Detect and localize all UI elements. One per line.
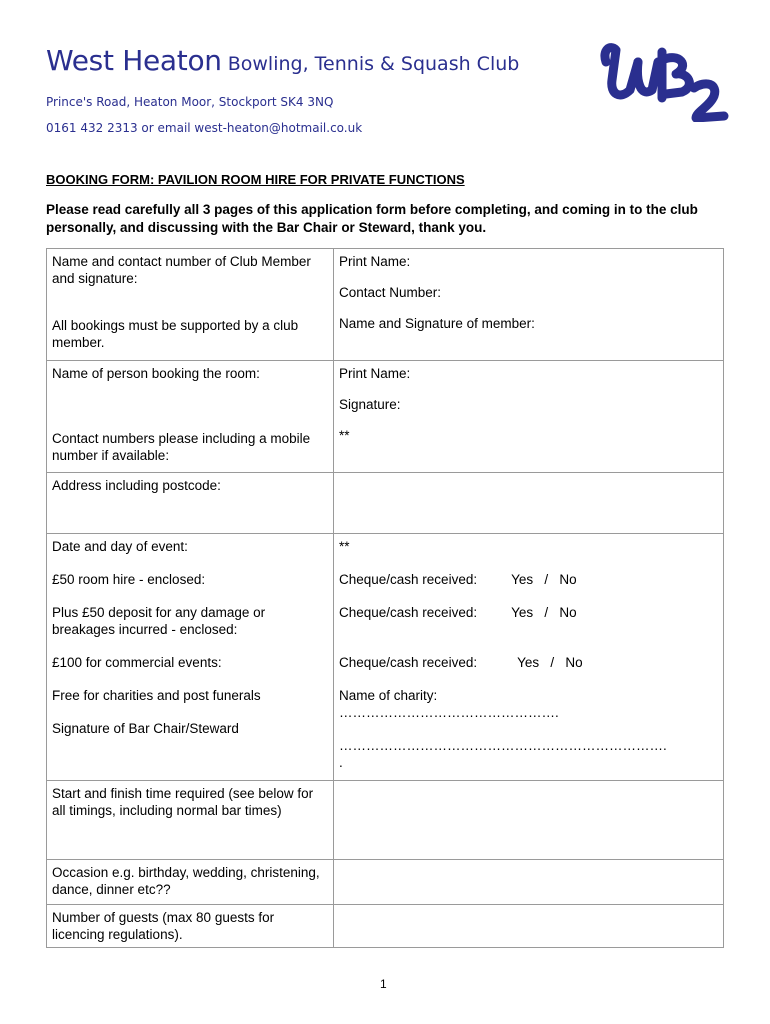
address-row xyxy=(47,473,724,534)
form-title: BOOKING FORM: PAVILION ROOM HIRE FOR PRIVATE FUNCTIONS xyxy=(46,172,465,187)
room-hire-label: £50 room hire - enclosed: xyxy=(52,572,206,587)
occasion-field[interactable] xyxy=(334,860,724,905)
charity-dotted-line: …………………………………………. xyxy=(339,705,559,720)
club-subtitle: Bowling, Tennis & Squash Club xyxy=(227,53,520,75)
booker-fields[interactable] xyxy=(334,361,724,473)
charity-dotted-line-2: ………………………………………………………………. xyxy=(339,738,667,753)
deposit-label: Plus £50 deposit for any damage or breakages incurred - enclosed: xyxy=(52,605,266,637)
member-contact-number-label: Contact Number: xyxy=(339,285,442,300)
booker-label: Name of person booking the room: xyxy=(52,366,260,381)
times-field[interactable] xyxy=(334,781,724,860)
room-hire-yes-no[interactable]: Yes / No xyxy=(511,572,577,587)
booker-note-marker: ** xyxy=(339,428,350,443)
booker-contact-label: Contact numbers please including a mobile number if available: xyxy=(52,431,311,463)
room-hire-payment xyxy=(339,571,718,588)
deposit-yes-no[interactable]: Yes / No xyxy=(511,605,577,620)
charity-dotted-end: . xyxy=(339,755,343,770)
booker-row xyxy=(47,361,724,473)
commercial-payment xyxy=(339,654,718,671)
charities-label: Free for charities and post funerals xyxy=(52,688,261,703)
club-address: Prince's Road, Heaton Moor, Stockport SK4 3NQ xyxy=(46,95,334,109)
commercial-yes-no[interactable]: Yes / No xyxy=(517,655,583,670)
guests-row xyxy=(47,905,724,948)
member-label: Name and contact number of Club Member and signature: xyxy=(52,254,311,286)
whb-monogram-logo xyxy=(596,40,730,122)
member-print-name-label: Print Name: xyxy=(339,254,411,269)
address-label: Address including postcode: xyxy=(52,478,221,493)
club-contact: 0161 432 2313 or email west-heaton@hotmail.co.uk xyxy=(46,121,363,135)
event-date-label: Date and day of event: xyxy=(52,539,188,554)
deposit-payment xyxy=(339,604,718,621)
club-title xyxy=(46,44,519,77)
guests-field[interactable] xyxy=(334,905,724,948)
club-name: West Heaton xyxy=(46,44,222,77)
event-row xyxy=(47,534,724,781)
event-date-marker: ** xyxy=(339,539,350,554)
steward-signature-label: Signature of Bar Chair/Steward xyxy=(52,721,239,736)
member-note: All bookings must be supported by a club member. xyxy=(52,318,299,350)
booker-print-name-label: Print Name: xyxy=(339,366,411,381)
address-field[interactable] xyxy=(334,473,724,534)
guests-label: Number of guests (max 80 guests for licencing regulations). xyxy=(52,910,275,942)
occasion-label: Occasion e.g. birthday, wedding, christening, dance, dinner etc?? xyxy=(52,865,320,897)
cheque-cash-label: Cheque/cash received: xyxy=(339,605,478,620)
times-label: Start and finish time required (see below for all timings, including normal bar times) xyxy=(52,786,314,818)
times-row xyxy=(47,781,724,860)
booking-form-table xyxy=(46,248,724,948)
form-intro: Please read carefully all 3 pages of this application form before completing, and coming in to the club personally, and discussing with the Bar Chair or Steward, thank you. xyxy=(46,202,698,235)
booker-signature-label: Signature: xyxy=(339,397,401,412)
page-number: 1 xyxy=(380,977,387,991)
member-fields[interactable] xyxy=(334,249,724,361)
cheque-cash-label: Cheque/cash received: xyxy=(339,572,478,587)
member-row xyxy=(47,249,724,361)
cheque-cash-label: Cheque/cash received: xyxy=(339,655,478,670)
event-fields[interactable] xyxy=(334,534,724,781)
occasion-row xyxy=(47,860,724,905)
commercial-label: £100 for commercial events: xyxy=(52,655,222,670)
member-signature-label: Name and Signature of member: xyxy=(339,316,535,331)
charity-name-label: Name of charity: xyxy=(339,688,438,703)
